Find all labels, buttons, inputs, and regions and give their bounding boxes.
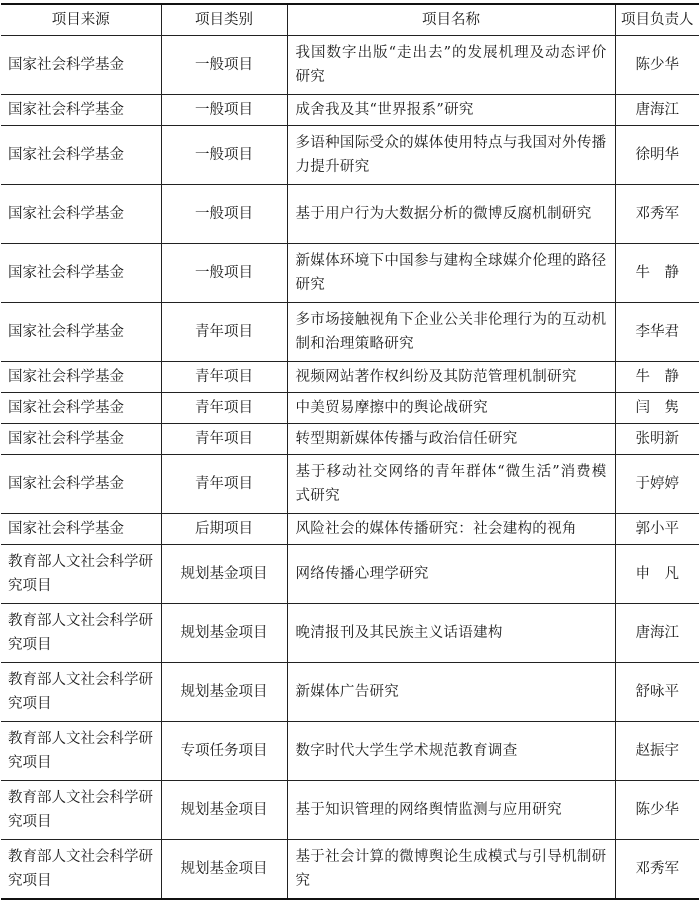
cell-name: 网络传播心理学研究 bbox=[287, 545, 615, 604]
cell-leader: 张明新 bbox=[615, 424, 699, 455]
projects-table bbox=[1, 3, 699, 900]
cell-name: 基于社会计算的微博舆论生成模式与引导机制研究 bbox=[287, 840, 615, 900]
cell-category: 规划基金项目 bbox=[161, 604, 287, 663]
table-row bbox=[1, 545, 699, 604]
table-row bbox=[1, 303, 699, 362]
cell-name: 多语种国际受众的媒体使用特点与我国对外传播力提升研究 bbox=[287, 126, 615, 185]
cell-category: 一般项目 bbox=[161, 244, 287, 303]
cell-leader: 于婷婷 bbox=[615, 455, 699, 514]
cell-category: 规划基金项目 bbox=[161, 840, 287, 900]
cell-name: 基于移动社交网络的青年群体“微生活”消费模式研究 bbox=[287, 455, 615, 514]
header-name: 项目名称 bbox=[287, 4, 615, 36]
table-row bbox=[1, 36, 699, 95]
cell-category: 后期项目 bbox=[161, 514, 287, 545]
cell-category: 青年项目 bbox=[161, 455, 287, 514]
cell-category: 青年项目 bbox=[161, 303, 287, 362]
cell-category: 专项任务项目 bbox=[161, 722, 287, 781]
header-leader: 项目负责人 bbox=[615, 4, 699, 36]
cell-name: 基于知识管理的网络舆情监测与应用研究 bbox=[287, 781, 615, 840]
cell-source: 教育部人文社会科学研究项目 bbox=[1, 722, 161, 781]
cell-name: 转型期新媒体传播与政治信任研究 bbox=[287, 424, 615, 455]
table-row bbox=[1, 604, 699, 663]
table-row bbox=[1, 514, 699, 545]
cell-leader: 牛 静 bbox=[615, 244, 699, 303]
cell-category: 一般项目 bbox=[161, 36, 287, 95]
table-row bbox=[1, 424, 699, 455]
cell-category: 青年项目 bbox=[161, 424, 287, 455]
cell-leader: 邓秀军 bbox=[615, 840, 699, 900]
cell-category: 一般项目 bbox=[161, 95, 287, 126]
cell-source: 国家社会科学基金 bbox=[1, 424, 161, 455]
cell-source: 国家社会科学基金 bbox=[1, 303, 161, 362]
cell-category: 一般项目 bbox=[161, 185, 287, 244]
header-category: 项目类别 bbox=[161, 4, 287, 36]
cell-category: 规划基金项目 bbox=[161, 545, 287, 604]
cell-source: 国家社会科学基金 bbox=[1, 514, 161, 545]
cell-category: 规划基金项目 bbox=[161, 663, 287, 722]
cell-name: 多市场接触视角下企业公关非伦理行为的互动机制和治理策略研究 bbox=[287, 303, 615, 362]
cell-name: 数字时代大学生学术规范教育调查 bbox=[287, 722, 615, 781]
table-row bbox=[1, 840, 699, 900]
cell-name: 基于用户行为大数据分析的微博反腐机制研究 bbox=[287, 185, 615, 244]
cell-leader: 李华君 bbox=[615, 303, 699, 362]
cell-leader: 唐海江 bbox=[615, 95, 699, 126]
table-row bbox=[1, 722, 699, 781]
table-row bbox=[1, 362, 699, 393]
table-row bbox=[1, 244, 699, 303]
cell-leader: 邓秀军 bbox=[615, 185, 699, 244]
table-row bbox=[1, 126, 699, 185]
table-row bbox=[1, 393, 699, 424]
cell-source: 教育部人文社会科学研究项目 bbox=[1, 545, 161, 604]
cell-source: 教育部人文社会科学研究项目 bbox=[1, 604, 161, 663]
cell-name: 视频网站著作权纠纷及其防范管理机制研究 bbox=[287, 362, 615, 393]
cell-name: 新媒体环境下中国参与建构全球媒介伦理的路径研究 bbox=[287, 244, 615, 303]
cell-source: 国家社会科学基金 bbox=[1, 393, 161, 424]
cell-source: 国家社会科学基金 bbox=[1, 95, 161, 126]
cell-leader: 牛 静 bbox=[615, 362, 699, 393]
cell-source: 国家社会科学基金 bbox=[1, 244, 161, 303]
header-source: 项目来源 bbox=[1, 4, 161, 36]
table-row bbox=[1, 95, 699, 126]
cell-source: 国家社会科学基金 bbox=[1, 455, 161, 514]
cell-name: 晚清报刊及其民族主义话语建构 bbox=[287, 604, 615, 663]
header-row bbox=[1, 4, 699, 36]
cell-leader: 唐海江 bbox=[615, 604, 699, 663]
cell-name: 我国数字出版“走出去”的发展机理及动态评价研究 bbox=[287, 36, 615, 95]
table-row bbox=[1, 781, 699, 840]
cell-leader: 闫 隽 bbox=[615, 393, 699, 424]
cell-name: 中美贸易摩擦中的舆论战研究 bbox=[287, 393, 615, 424]
cell-name: 风险社会的媒体传播研究：社会建构的视角 bbox=[287, 514, 615, 545]
cell-source: 国家社会科学基金 bbox=[1, 126, 161, 185]
cell-category: 一般项目 bbox=[161, 126, 287, 185]
cell-source: 教育部人文社会科学研究项目 bbox=[1, 663, 161, 722]
cell-leader: 陈少华 bbox=[615, 36, 699, 95]
cell-leader: 陈少华 bbox=[615, 781, 699, 840]
cell-leader: 舒咏平 bbox=[615, 663, 699, 722]
cell-source: 教育部人文社会科学研究项目 bbox=[1, 840, 161, 900]
cell-source: 国家社会科学基金 bbox=[1, 362, 161, 393]
cell-leader: 赵振宇 bbox=[615, 722, 699, 781]
cell-leader: 徐明华 bbox=[615, 126, 699, 185]
cell-source: 国家社会科学基金 bbox=[1, 185, 161, 244]
cell-source: 教育部人文社会科学研究项目 bbox=[1, 781, 161, 840]
cell-category: 青年项目 bbox=[161, 362, 287, 393]
cell-source: 国家社会科学基金 bbox=[1, 36, 161, 95]
table-row bbox=[1, 185, 699, 244]
cell-category: 规划基金项目 bbox=[161, 781, 287, 840]
table-row bbox=[1, 455, 699, 514]
cell-leader: 申 凡 bbox=[615, 545, 699, 604]
cell-name: 成舍我及其“世界报系”研究 bbox=[287, 95, 615, 126]
table-row bbox=[1, 663, 699, 722]
cell-name: 新媒体广告研究 bbox=[287, 663, 615, 722]
cell-category: 青年项目 bbox=[161, 393, 287, 424]
cell-leader: 郭小平 bbox=[615, 514, 699, 545]
